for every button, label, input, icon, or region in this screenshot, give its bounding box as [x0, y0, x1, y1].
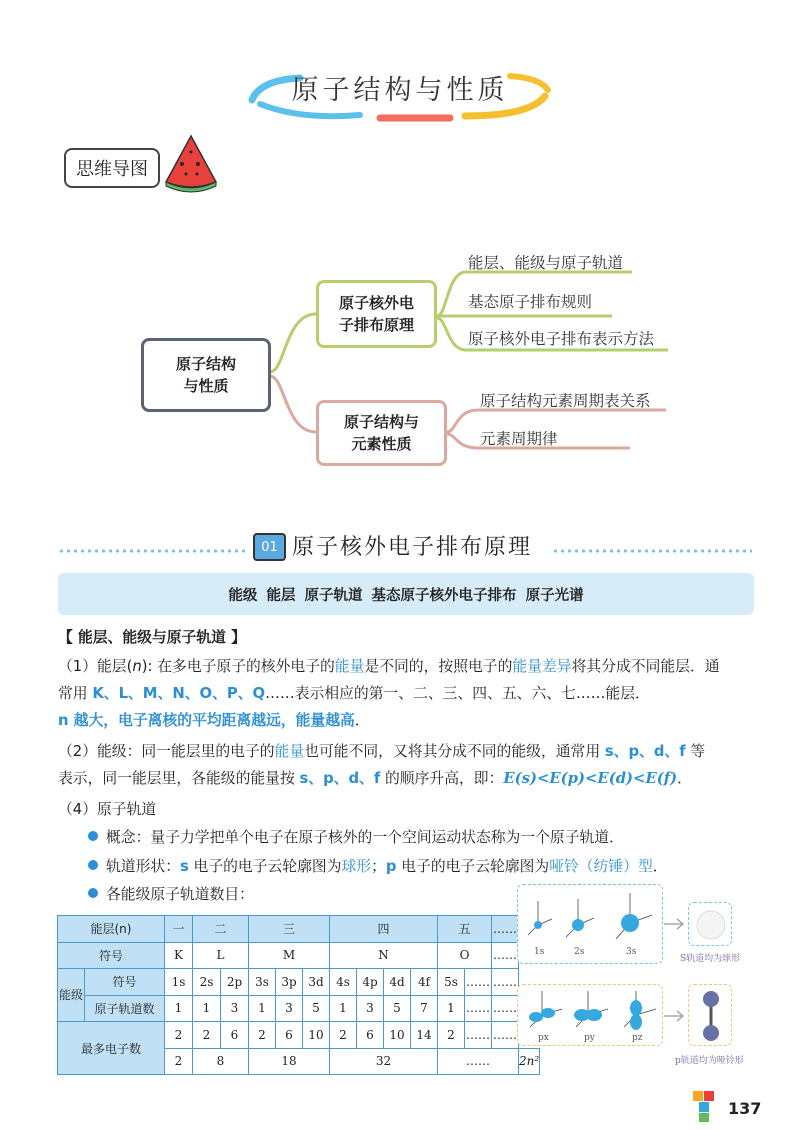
table-cell: 18: [249, 1048, 330, 1075]
table-cell: 3s: [249, 969, 276, 996]
mindmap-branch-structure-properties: 原子结构与 元素性质: [316, 400, 447, 466]
table-cell: 4p: [357, 969, 384, 996]
table-cell: M: [249, 942, 330, 969]
table-cell: 1: [438, 995, 465, 1022]
table-cell: 4d: [384, 969, 411, 996]
table-cell: 32: [330, 1048, 438, 1075]
section-title: 原子核外电子排布原理: [292, 535, 533, 560]
table-cell: 1: [193, 995, 221, 1022]
table-cell: 2: [165, 1022, 193, 1049]
paragraph-energy-level: （2）能级：同一能层里的电子的能量也可能不同，又将其分成不同的能级，通常用 s、p、d、f 等 表示，同一能层里，各能级的能量按 s、p、d、f 的顺序升高，即：E(s)<E(p)<E(d)<E(f)．: [58, 743, 706, 787]
table-cell: 2: [438, 1022, 465, 1049]
mindmap-leaf: 能层、能级与原子轨道: [468, 254, 624, 272]
s-label: 3s: [626, 947, 637, 957]
arrow-right-icon: [664, 918, 686, 930]
mindmap-branch-electron-arrangement: 原子核外电 子排布原理: [316, 280, 437, 348]
table-cell: L: [193, 942, 249, 969]
table-cell: 2: [249, 1022, 276, 1049]
content-heading: 【 能层、能级与原子轨道 】: [58, 629, 246, 646]
table-row: [58, 995, 540, 1022]
table-header-max-electrons: 最多电子数: [58, 1022, 165, 1075]
bullet-icon: [88, 831, 98, 841]
s-orbital-diagram-panel: [517, 884, 663, 964]
section-dotted-rule-left: [58, 549, 248, 553]
table-cell: K: [165, 942, 193, 969]
p-orbital-dumbbell-panel: [688, 984, 732, 1046]
table-header-orbitals: 原子轨道数: [85, 995, 165, 1022]
table-cell: 3: [221, 995, 249, 1022]
table-cell: 3: [276, 995, 303, 1022]
section-number: 01: [253, 533, 286, 561]
table-cell: 2s: [193, 969, 221, 996]
table-cell: 8: [193, 1048, 249, 1075]
table-cell: 1s: [165, 969, 193, 996]
table-cell: 1: [249, 995, 276, 1022]
table-cell: 2: [330, 1022, 357, 1049]
table-row: [58, 969, 540, 996]
table-cell: 2: [165, 1048, 193, 1075]
table-cell: 4s: [330, 969, 357, 996]
p-orbital-caption: p轨道均为哑铃形: [675, 1056, 744, 1066]
bullet-orbital-count: 各能级原子轨道数目：: [88, 881, 508, 908]
bullet-orbital-shape: 轨道形状：s 电子的电子云轮廓图为球形；p 电子的电子云轮廓图为哑铃（纺锤）型．: [88, 853, 758, 880]
section-dotted-rule-right: [552, 549, 752, 553]
table-cell: 五: [438, 916, 492, 943]
table-cell: ……: [465, 969, 492, 996]
mindmap-leaf: 原子结构元素周期表关系: [480, 392, 651, 410]
dumbbell-icon: [689, 985, 733, 1047]
table-cell: 5: [303, 995, 330, 1022]
mindmap-tag: 思维导图: [64, 148, 160, 188]
table-cell: 3p: [276, 969, 303, 996]
table-header-level: 能级: [58, 969, 85, 1022]
table-cell: N: [330, 942, 438, 969]
bullet-concept: 概念：量子力学把单个电子在原子核外的一个空间运动状态称为一个原子轨道．: [88, 824, 758, 851]
s-label: 2s: [574, 947, 585, 957]
mindmap-leaf: 基态原子排布规则: [468, 293, 593, 311]
table-cell: ……: [492, 995, 519, 1022]
table-cell: ……: [492, 969, 519, 996]
p-label: pz: [632, 1033, 643, 1043]
table-cell: 二: [193, 916, 249, 943]
table-cell: 3: [357, 995, 384, 1022]
table-cell: 10: [384, 1022, 411, 1049]
table-cell: 2p: [221, 969, 249, 996]
table-cell: ……: [465, 995, 492, 1022]
bullet-icon: [88, 860, 98, 870]
table-cell: 1: [330, 995, 357, 1022]
table-header-layer: 能层(n): [58, 916, 165, 943]
mindmap-leaf: 元素周期律: [480, 430, 558, 448]
page-corner-logo-icon: [690, 1088, 720, 1124]
mindmap-leaf: 原子核外电子排布表示方法: [468, 330, 655, 348]
table-cell: 6: [276, 1022, 303, 1049]
table-cell: 1: [165, 995, 193, 1022]
bullet-icon: [88, 888, 98, 898]
p-orbital-diagram-panel: [517, 984, 663, 1046]
table-cell: 三: [249, 916, 330, 943]
paragraph-energy-layer: （1）能层(n): 在多电子原子的核外电子的能量是不同的，按照电子的能量差异将其分成不同能层．通 常用 K、L、M、N、O、P、Q……表示相应的第一、二、三、四、五、六、七……能层． n 越大，电子离核的平均距离越远，能量越高．: [58, 658, 720, 729]
table-row: [58, 942, 540, 969]
table-cell: 四: [330, 916, 438, 943]
arrow-right-icon: [664, 1010, 686, 1022]
mindmap-root: 原子结构 与性质: [141, 338, 271, 412]
s-orbital-sphere-panel: [688, 902, 732, 946]
white-sphere-icon: [689, 903, 733, 947]
s-label: 1s: [534, 947, 545, 957]
table-row: [58, 1022, 540, 1049]
table-cell: 5s: [438, 969, 465, 996]
s-orbital-caption: S轨道均为球形: [680, 954, 741, 964]
table-cell: 5: [384, 995, 411, 1022]
table-cell: ……: [492, 916, 519, 943]
table-cell: 7: [411, 995, 438, 1022]
page-title: 原子结构与性质: [291, 75, 509, 106]
table-cell: 6: [357, 1022, 384, 1049]
table-header-level-symbol: 符号: [85, 969, 165, 996]
table-cell: ……: [438, 1048, 519, 1075]
table-cell: ……: [492, 942, 519, 969]
orbital-table: [57, 915, 540, 1075]
table-cell: 3d: [303, 969, 330, 996]
table-cell: 2n²: [519, 1048, 540, 1075]
table-cell: ……: [492, 1022, 519, 1049]
table-cell: 10: [303, 1022, 330, 1049]
table-cell: 一: [165, 916, 193, 943]
table-cell: ……: [465, 1022, 492, 1049]
p-label: px: [538, 1033, 549, 1043]
table-cell: 4f: [411, 969, 438, 996]
table-row: [58, 916, 540, 943]
p-label: py: [584, 1033, 595, 1043]
keywords-bar: 能级 能层 原子轨道 基态原子核外电子排布 原子光谱: [58, 573, 754, 615]
paragraph-atomic-orbital-heading: （4）原子轨道: [58, 801, 157, 818]
table-header-symbol: 符号: [58, 942, 165, 969]
table-cell: 14: [411, 1022, 438, 1049]
table-cell: O: [438, 942, 492, 969]
page-number: 137: [728, 1099, 762, 1118]
table-cell: 2: [193, 1022, 221, 1049]
table-cell: 6: [221, 1022, 249, 1049]
